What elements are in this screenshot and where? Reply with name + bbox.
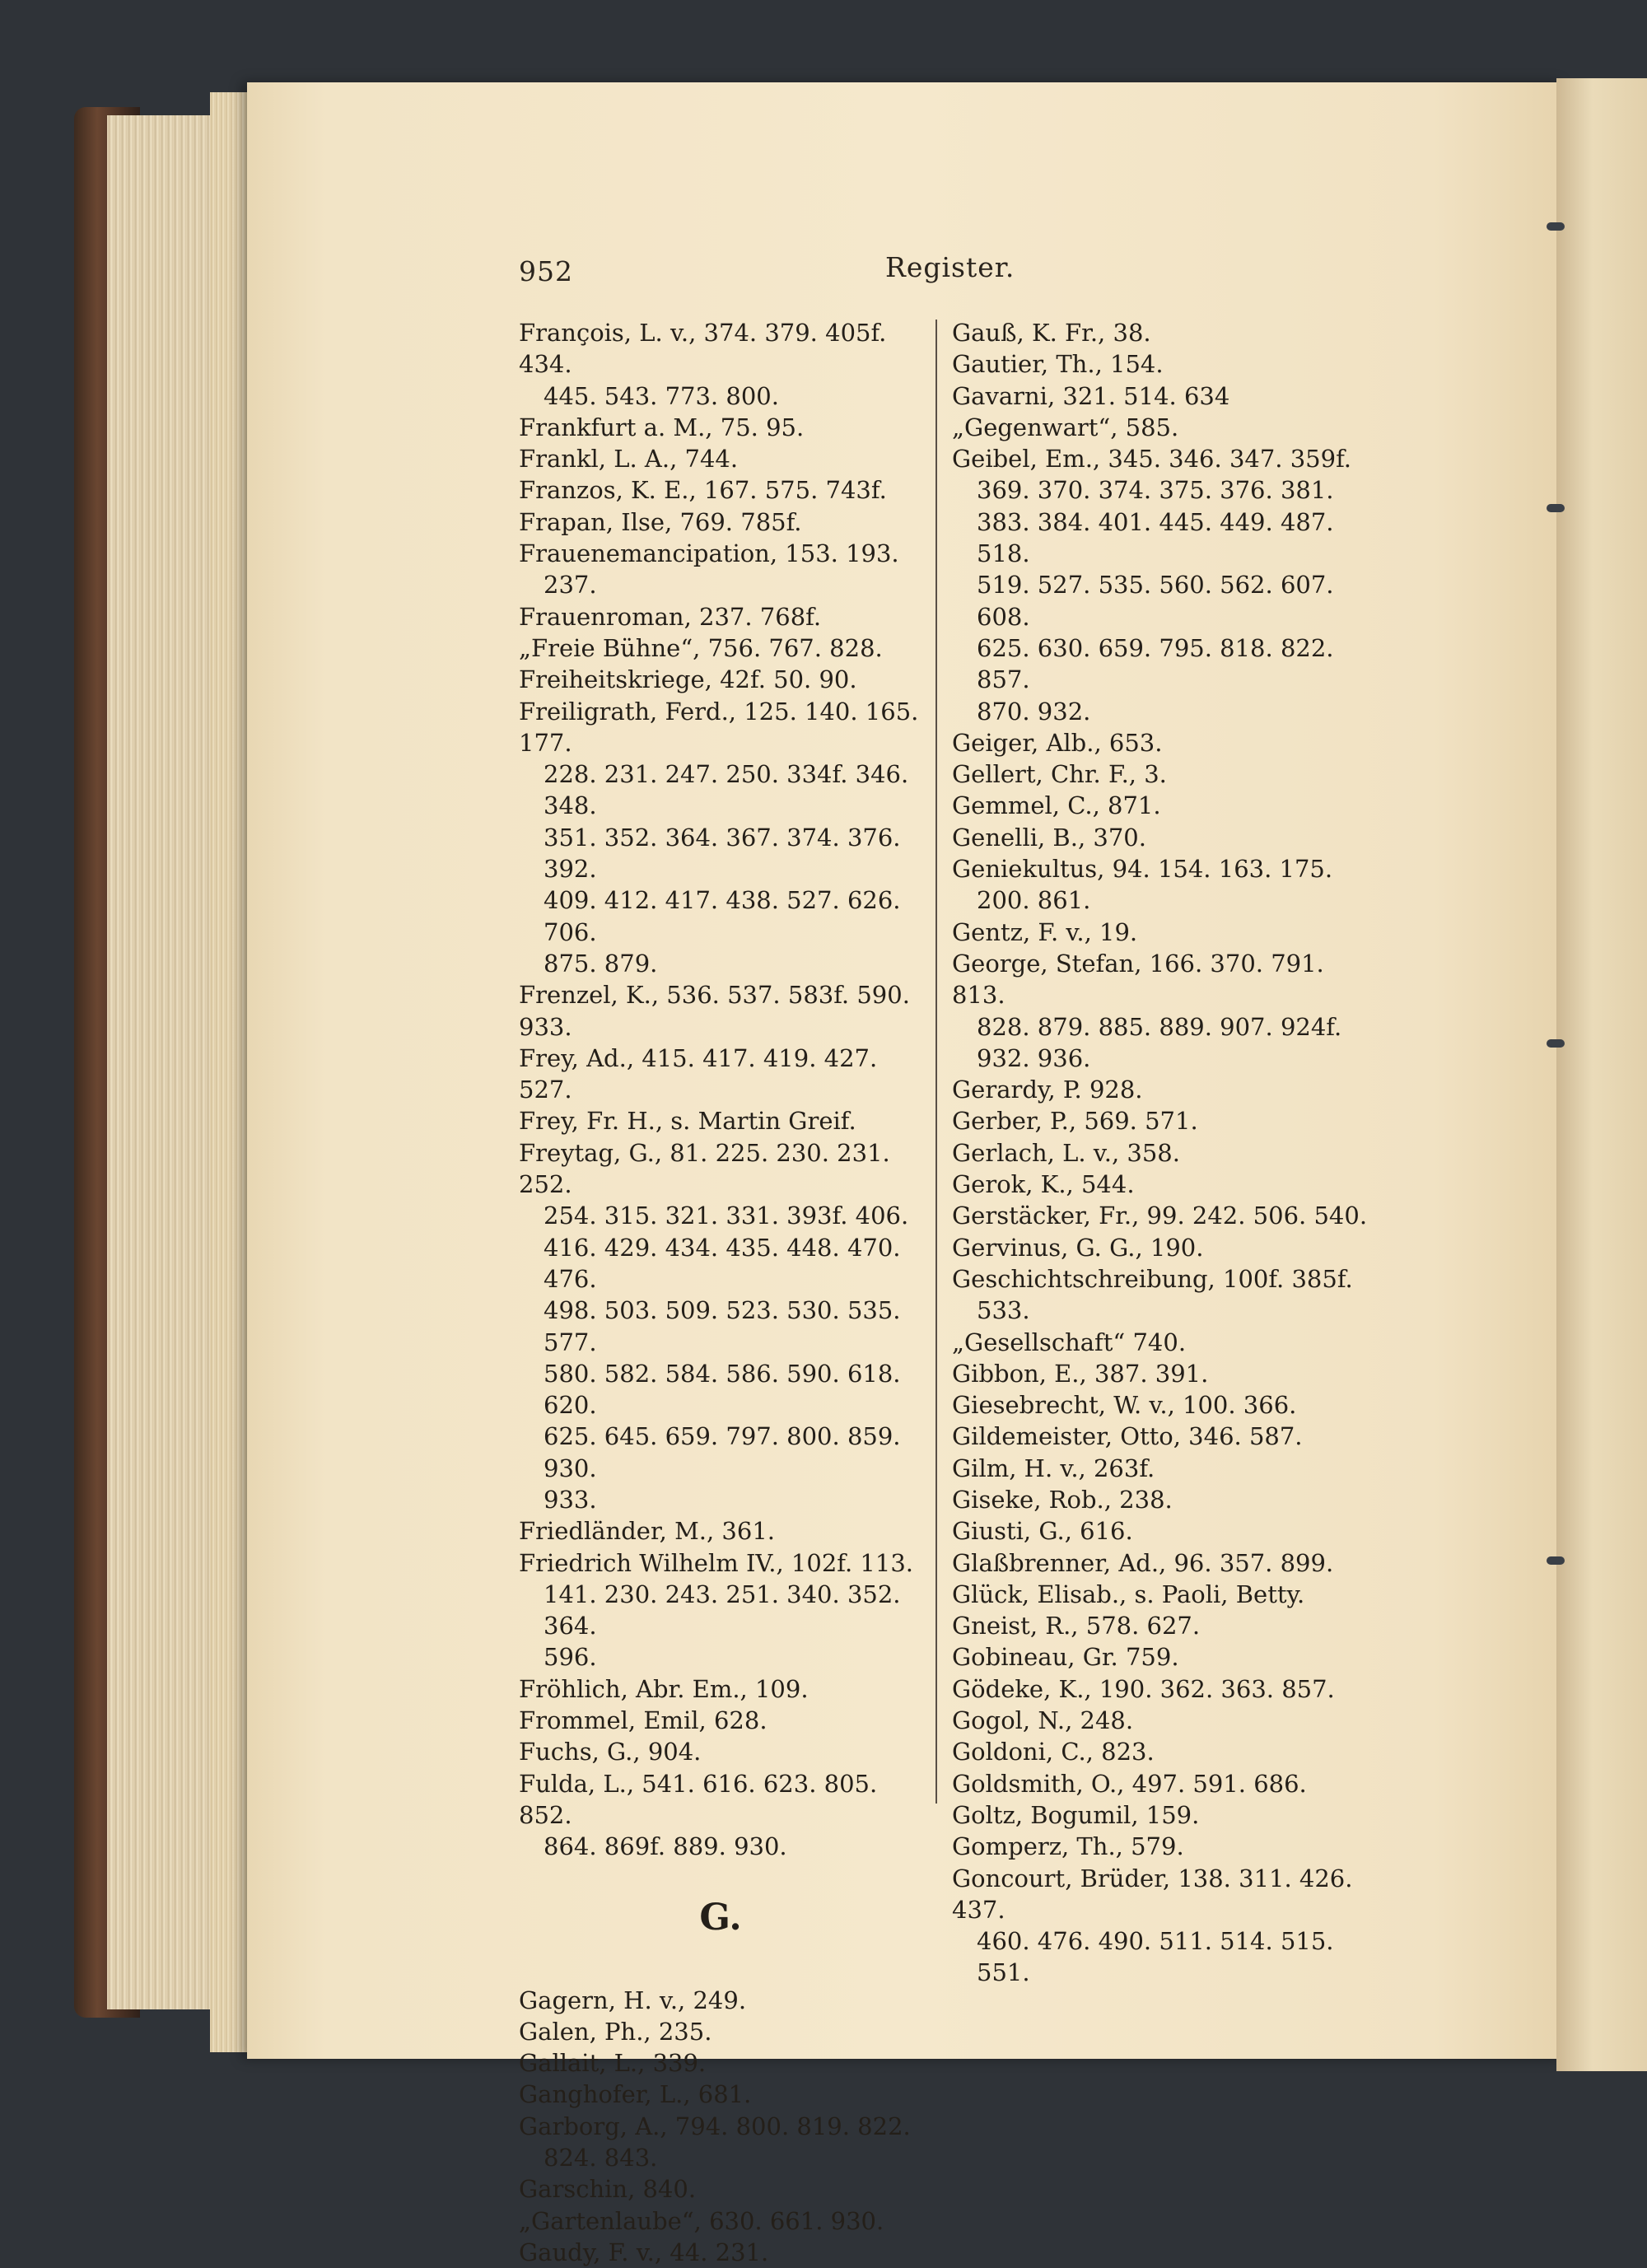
index-entry [519,1515,922,1547]
entry-heading: Gauß, K. Fr., 38. [952,319,1151,347]
entry-continuation: 383. 384. 401. 445. 449. 487. 518. [977,507,1334,568]
entry-heading: Goldsmith, O., 497. 591. 686. [952,1769,1307,1798]
index-entry [519,506,922,538]
entry-heading: Gerardy, P. 928. [952,1076,1143,1104]
entries-g-continued [952,317,1372,1989]
entry-heading: Frey, Fr. H., s. Martin Greif. [519,1107,856,1136]
entry-heading: Gellert, Chr. F., 3. [952,760,1167,789]
index-entry [519,1673,922,1705]
index-entry [952,1453,1372,1484]
entry-continuation: 445. 543. 773. 800. [544,381,779,410]
entry-heading: Frankfurt a. M., 75. 95. [519,413,805,441]
entry-continuation: 828. 879. 885. 889. 907. 924f. [977,1012,1342,1041]
entry-heading: Frey, Ad., 415. 417. 419. 427. 527. [519,1043,878,1104]
entry-heading: George, Stefan, 166. 370. 791. 813. [952,949,1324,1010]
entry-continuation: 369. 370. 374. 375. 376. 381. [977,476,1334,505]
binding-hole [1547,504,1565,512]
index-entry [952,853,1372,917]
entry-heading: Garborg, A., 794. 800. 819. 822. [519,2112,911,2140]
entry-heading: Gerlach, L. v., 358. [952,1138,1180,1167]
index-entry [952,1137,1372,1169]
index-entry [519,1985,922,2016]
entry-heading: Gautier, Th., 154. [952,350,1164,379]
entry-continuation: 200. 861. [977,886,1091,915]
index-entry [952,727,1372,758]
entry-continuation: 141. 230. 243. 251. 340. 352. 364. [544,1580,901,1640]
entry-heading: Gentz, F. v., 19. [952,917,1138,946]
index-entry [519,2016,922,2047]
entry-heading: Gaudy, F. v., 44. 231. [519,2238,769,2266]
index-entry [519,1137,922,1516]
entry-continuation: 519. 527. 535. 560. 562. 607. 608. [977,571,1334,631]
entry-heading: Friedrich Wilhelm IV., 102f. 113. [519,1548,913,1577]
index-entry [952,948,1372,1074]
entry-heading: Gervinus, G. G., 190. [952,1233,1204,1262]
entry-heading: Gallait, L., 339. [519,2049,707,2078]
index-entry [952,1515,1372,1547]
index-entry [952,1831,1372,1862]
index-entry [519,2205,922,2237]
index-entry [952,1263,1372,1327]
entry-continuation: 625. 645. 659. 797. 800. 859. 930. [544,1422,901,1482]
entry-continuation: 625. 630. 659. 795. 818. 822. 857. [977,633,1334,694]
entry-heading: Genelli, B., 370. [952,823,1146,852]
entry-heading: Goncourt, Brüder, 138. 311. 426. 437. [952,1864,1353,1924]
entry-heading: Frauenroman, 237. 768f. [519,602,822,631]
index-entry [952,1105,1372,1136]
entry-continuation: 533. [977,1296,1030,1325]
index-entry [952,380,1372,412]
index-entry [952,790,1372,821]
page-number: 952 [519,255,573,287]
entry-heading: „Gesellschaft“ 740. [952,1328,1187,1356]
index-entry [952,1358,1372,1389]
entry-heading: François, L. v., 374. 379. 405f. 434. [519,319,887,379]
entry-heading: Glaßbrenner, Ad., 96. 357. 899. [952,1548,1334,1577]
index-entry [519,2047,922,2079]
entry-heading: Gneist, R., 578. 627. [952,1612,1201,1640]
entry-heading: Geiger, Alb., 653. [952,728,1163,757]
index-entry [519,1547,922,1673]
entry-heading: Garschin, 840. [519,2175,697,2204]
entry-heading: Freiheitskriege, 42f. 50. 90. [519,665,857,694]
entry-heading: „Freie Bühne“, 756. 767. 828. [519,633,883,662]
index-entry [952,1389,1372,1421]
index-entry [952,317,1372,348]
index-entry [519,2173,922,2205]
entry-continuation: 237. [544,571,597,600]
entry-heading: Fuchs, G., 904. [519,1738,702,1766]
index-entry [952,1547,1372,1579]
entry-heading: „Gegenwart“, 585. [952,413,1179,441]
index-entry [952,1641,1372,1673]
index-entry [519,474,922,506]
entry-continuation: 254. 315. 321. 331. 393f. 406. [544,1202,909,1230]
entry-heading: Freytag, G., 81. 225. 230. 231. 252. [519,1138,890,1199]
entries-g [519,1985,922,2268]
section-letter: G. [699,1896,742,1939]
index-entry [519,2079,922,2110]
entry-heading: Gildemeister, Otto, 346. 587. [952,1422,1303,1451]
index-entry [952,1673,1372,1705]
index-entry [952,1484,1372,1515]
entry-heading: Frapan, Ilse, 769. 785f. [519,507,802,536]
entry-continuation: 498. 503. 509. 523. 530. 535. 577. [544,1296,901,1356]
entry-heading: Giseke, Rob., 238. [952,1485,1173,1514]
index-entry [952,1705,1372,1736]
entry-heading: Frenzel, K., 536. 537. 583f. 590. 933. [519,981,910,1041]
entry-continuation: 875. 879. [544,949,658,978]
entry-heading: Galen, Ph., 235. [519,2017,712,2046]
index-entry [519,1043,922,1106]
index-entry [519,538,922,601]
entry-heading: Gomperz, Th., 579. [952,1832,1184,1861]
index-entry [952,1863,1372,1989]
entry-continuation: 416. 429. 434. 435. 448. 470. 476. [544,1233,901,1293]
entry-heading: Gagern, H. v., 249. [519,1986,747,2014]
index-entry [952,822,1372,853]
entry-heading: „Gartenlaube“, 630. 661. 930. [519,2206,884,2235]
index-entry [519,979,922,1043]
entry-heading: Gerstäcker, Fr., 99. 242. 506. 540. [952,1202,1368,1230]
index-entry [519,1736,922,1767]
entry-continuation: 409. 412. 417. 438. 527. 626. 706. [544,886,901,946]
running-head: Register. [885,251,1015,283]
entry-heading: Gibbon, E., 387. 391. [952,1359,1209,1388]
entry-heading: Geibel, Em., 345. 346. 347. 359f. [952,445,1351,474]
entry-continuation: 580. 582. 584. 586. 590. 618. 620. [544,1359,901,1420]
index-entry [952,1327,1372,1358]
entry-heading: Gerok, K., 544. [952,1170,1135,1199]
entry-continuation: 824. 843. [544,2144,658,2172]
entry-continuation: 596. [544,1643,597,1672]
binding-hole [1547,1556,1565,1565]
index-entry [952,443,1372,727]
index-entry [519,317,922,412]
entry-heading: Giesebrecht, W. v., 100. 366. [952,1391,1297,1420]
entry-heading: Gerber, P., 569. 571. [952,1107,1198,1136]
index-entry [952,1169,1372,1200]
entry-continuation: 933. [544,1485,597,1514]
entry-continuation: 228. 231. 247. 250. 334f. 346. 348. [544,760,909,820]
index-entry [519,2237,922,2268]
entry-heading: Goltz, Bogumil, 159. [952,1800,1200,1829]
index-entry [519,443,922,474]
column-divider [935,320,937,1804]
index-entry [519,1705,922,1736]
entry-continuation: 351. 352. 364. 367. 374. 376. 392. [544,823,901,884]
entry-heading: Glück, Elisab., s. Paoli, Betty. [952,1580,1305,1608]
entry-heading: Fulda, L., 541. 616. 623. 805. 852. [519,1769,878,1829]
entry-heading: Geniekultus, 94. 154. 163. 175. [952,855,1333,884]
index-entry [952,1200,1372,1231]
index-entry [519,2111,922,2174]
entry-heading: Frankl, L. A., 744. [519,445,739,474]
binding-hole [1547,1039,1565,1048]
entry-heading: Goldoni, C., 823. [952,1738,1155,1766]
index-entry [519,412,922,443]
entry-heading: Ganghofer, L., 681. [519,2080,752,2109]
index-entry [952,1799,1372,1831]
entry-heading: Gogol, N., 248. [952,1706,1134,1735]
index-entry [952,1768,1372,1799]
index-entry [952,1074,1372,1105]
entry-heading: Frommel, Emil, 628. [519,1706,768,1735]
index-entry [952,1579,1372,1610]
index-entry [952,1610,1372,1641]
entry-heading: Gavarni, 321. 514. 634 [952,381,1230,410]
index-entry [519,664,922,695]
entry-heading: Giusti, G., 616. [952,1517,1133,1546]
index-entry [952,348,1372,380]
index-entry [952,1232,1372,1263]
index-entry [519,696,922,980]
index-entry [519,1768,922,1863]
entry-heading: Friedländer, M., 361. [519,1517,775,1546]
entry-heading: Gobineau, Gr. 759. [952,1643,1179,1672]
entry-heading: Fröhlich, Abr. Em., 109. [519,1674,809,1703]
index-entry [952,917,1372,948]
entry-heading: Freiligrath, Ferd., 125. 140. 165. 177. [519,697,919,757]
facing-page-edge [1556,78,1647,2071]
binding-hole [1547,222,1565,231]
entry-heading: Franzos, K. E., 167. 575. 743f. [519,476,887,505]
entry-heading: Geschichtschreibung, 100f. 385f. [952,1264,1353,1293]
entry-continuation: 870. 932. [977,697,1091,726]
entry-heading: Gemmel, C., 871. [952,791,1161,820]
index-entry [519,1105,922,1136]
entry-heading: Gödeke, K., 190. 362. 363. 857. [952,1674,1335,1703]
entry-heading: Frauenemancipation, 153. 193. [519,539,899,568]
entries-f [519,317,922,1863]
right-index-column [952,317,1372,1989]
index-entry [519,632,922,664]
index-entry [952,758,1372,790]
entry-continuation: 460. 476. 490. 511. 514. 515. 551. [977,1927,1334,1987]
index-entry [952,1421,1372,1452]
entry-heading: Gilm, H. v., 263f. [952,1454,1155,1482]
entry-continuation: 932. 936. [977,1043,1091,1072]
index-entry [519,601,922,632]
left-index-column [519,317,922,2268]
entry-continuation: 864. 869f. 889. 930. [544,1832,787,1861]
index-entry [952,412,1372,443]
index-entry [952,1736,1372,1767]
